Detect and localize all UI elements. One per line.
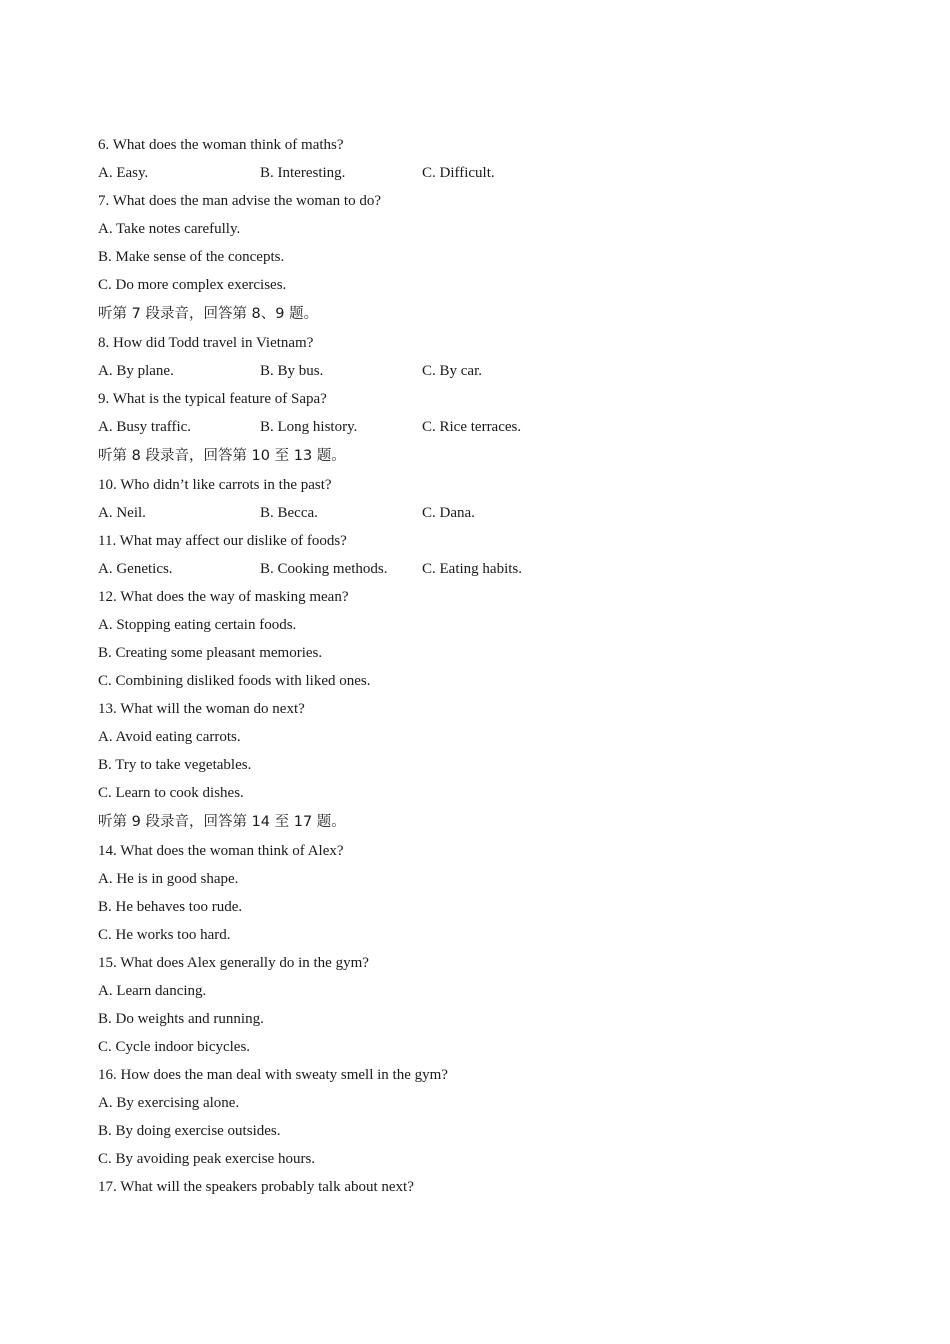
options-row <box>98 357 858 385</box>
option-text: B. He behaves too rude. <box>98 899 243 915</box>
question-text: 10. Who didn’t like carrots in the past? <box>98 477 332 493</box>
option-text: A. Busy traffic. <box>98 419 192 435</box>
option-text: C. Eating habits. <box>422 561 522 577</box>
question-text: 15. What does Alex generally do in the gym? <box>98 955 369 971</box>
option-text: A. Genetics. <box>98 561 173 577</box>
question-text: 14. What does the woman think of Alex? <box>98 843 344 859</box>
option-text: B. Long history. <box>260 419 358 435</box>
options-row <box>98 413 858 441</box>
option-text: C. Learn to cook dishes. <box>98 785 244 801</box>
option-text: B. Make sense of the concepts. <box>98 249 285 265</box>
option-text: B. Cooking methods. <box>260 561 388 577</box>
exam-page <box>98 131 858 1201</box>
option-text: A. Take notes carefully. <box>98 221 241 237</box>
option-text: B. By doing exercise outsides. <box>98 1123 281 1139</box>
option-text: B. Try to take vegetables. <box>98 757 252 773</box>
option-text: C. Rice terraces. <box>422 419 522 435</box>
option-text: A. Learn dancing. <box>98 983 207 999</box>
option-text: C. By avoiding peak exercise hours. <box>98 1151 316 1167</box>
section-instruction: 听第 7 段录音，回答第 8、9 题。 <box>98 306 319 322</box>
option-text: A. Avoid eating carrots. <box>98 729 241 745</box>
option-text: B. Creating some pleasant memories. <box>98 645 323 661</box>
section-instruction: 听第 9 段录音，回答第 14 至 17 题。 <box>98 814 346 830</box>
question-text: 8. How did Todd travel in Vietnam? <box>98 335 314 351</box>
option-text: A. By exercising alone. <box>98 1095 240 1111</box>
option-text: A. Easy. <box>98 165 149 181</box>
option-text: C. Difficult. <box>422 165 495 181</box>
option-text: C. He works too hard. <box>98 927 231 943</box>
option-text: B. By bus. <box>260 363 324 379</box>
option-text: B. Do weights and running. <box>98 1011 264 1027</box>
option-text: A. Neil. <box>98 505 146 521</box>
option-text: A. By plane. <box>98 363 174 379</box>
question-text: 7. What does the man advise the woman to do? <box>98 193 381 209</box>
question-text: 17. What will the speakers probably talk about next? <box>98 1179 414 1195</box>
question-text: 9. What is the typical feature of Sapa? <box>98 391 327 407</box>
question-text: 12. What does the way of masking mean? <box>98 589 349 605</box>
question-text: 13. What will the woman do next? <box>98 701 305 717</box>
section-instruction: 听第 8 段录音，回答第 10 至 13 题。 <box>98 448 346 464</box>
question-text: 11. What may affect our dislike of foods? <box>98 533 347 549</box>
option-text: C. Do more complex exercises. <box>98 277 287 293</box>
option-text: C. Dana. <box>422 505 475 521</box>
option-text: A. Stopping eating certain foods. <box>98 617 297 633</box>
question-text: 16. How does the man deal with sweaty smell in the gym? <box>98 1067 448 1083</box>
option-text: C. By car. <box>422 363 482 379</box>
option-text: B. Becca. <box>260 505 318 521</box>
option-text: B. Interesting. <box>260 165 346 181</box>
question-text: 6. What does the woman think of maths? <box>98 137 344 153</box>
option-text: C. Combining disliked foods with liked ones. <box>98 673 371 689</box>
options-row <box>98 159 858 187</box>
option-text: C. Cycle indoor bicycles. <box>98 1039 251 1055</box>
options-row <box>98 499 858 527</box>
option-text: A. He is in good shape. <box>98 871 239 887</box>
options-row <box>98 555 858 583</box>
